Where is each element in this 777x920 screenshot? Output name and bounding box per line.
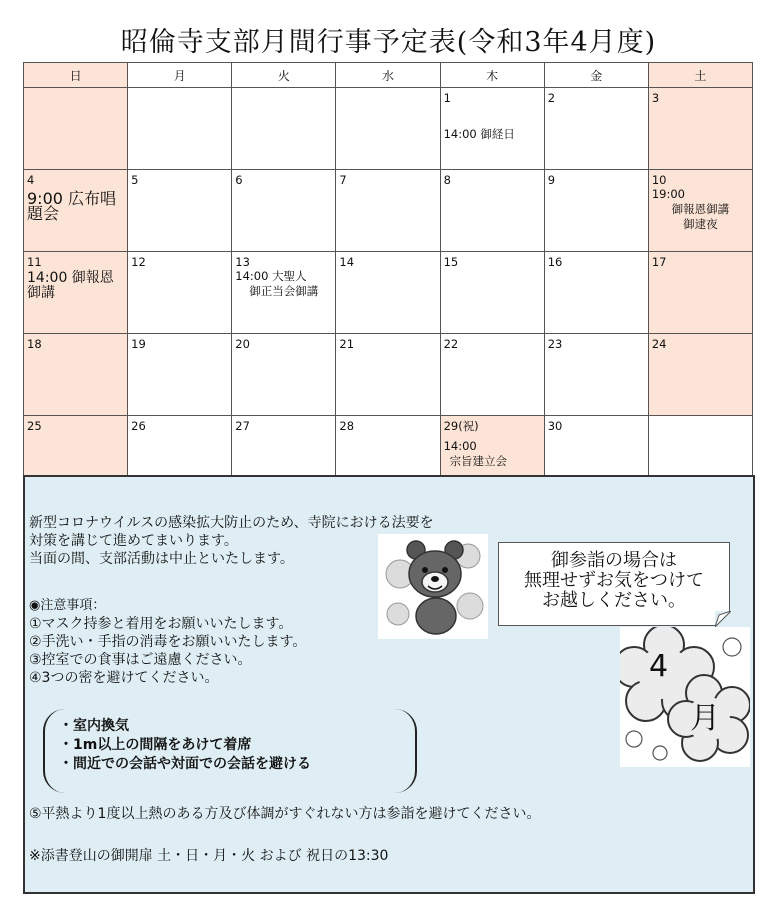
day-number: 17 <box>651 255 667 269</box>
notice-intro-line: 対策を講じて進めてまいります。 <box>29 533 238 549</box>
notice-intro-line: 当面の間、支部活動は中止といたします。 <box>29 551 294 567</box>
day-number: 13 <box>235 255 250 269</box>
day-cell <box>544 334 648 416</box>
day-cell <box>128 170 232 252</box>
caution-heading: ◉注意事項： <box>29 598 106 613</box>
calendar-week <box>24 88 753 170</box>
day-number: 25 <box>27 419 42 433</box>
day-number: 29(祝) <box>443 419 479 433</box>
day-number: 11 <box>27 255 42 269</box>
day-number: 8 <box>443 173 451 187</box>
day-number: 10 <box>651 173 667 187</box>
day-number: 3 <box>651 91 660 105</box>
day-number: 30 <box>547 419 563 433</box>
calendar-week <box>24 334 753 416</box>
day-number: 28 <box>339 419 355 433</box>
day-cell <box>544 170 648 252</box>
event-gohoon-gokou: 14:00 御報恩御講 <box>27 270 114 301</box>
event-goshonichi: 14:00 御経日 <box>443 127 515 141</box>
day-cell <box>128 88 232 170</box>
weekday-mon: 月 <box>128 63 232 88</box>
day-cell <box>24 252 128 334</box>
caution-item: ②手洗い・手指の消毒をお願いいたします。 <box>29 634 307 650</box>
month-character: 月 <box>690 701 720 736</box>
day-number: 22 <box>443 337 459 351</box>
callout-bubble <box>498 542 730 626</box>
bear-illustration <box>378 534 488 639</box>
event-daishonin: 14:00 大聖人 <box>235 269 307 283</box>
event-time: 14:00 <box>443 439 477 453</box>
day-cell <box>232 170 336 252</box>
day-number: 27 <box>235 419 250 433</box>
event-time: 19:00 <box>651 187 685 201</box>
weekday-thu: 木 <box>440 63 544 88</box>
day-number: 21 <box>339 337 355 351</box>
day-number: 12 <box>131 255 146 269</box>
event-kofu-shodaikai: 9:00 広布唱題会 <box>27 189 117 223</box>
page-fold-icon <box>715 611 731 627</box>
bullet-item: ・1m以上の間隔をあけて着席 <box>59 737 252 753</box>
day-cell <box>232 88 336 170</box>
day-number: 7 <box>339 173 347 187</box>
sakura-icon <box>620 627 750 767</box>
weekday-header-row <box>24 63 753 88</box>
month-number: 4 <box>649 649 669 684</box>
day-number: 9 <box>547 173 556 187</box>
weekday-fri: 金 <box>544 63 648 88</box>
day-cell <box>336 334 440 416</box>
day-cell <box>440 88 544 170</box>
footnote: ※添書登山の御開扉 土・日・月・火 および 祝日の13:30 <box>29 848 389 864</box>
bullet-list <box>59 717 311 774</box>
day-cell <box>440 170 544 252</box>
callout-line: お越しください。 <box>542 590 686 611</box>
day-number: 5 <box>131 173 139 187</box>
page-title: 昭倫寺支部月間行事予定表(令和3年4月度) <box>120 27 657 58</box>
day-cell <box>24 334 128 416</box>
day-cell <box>24 88 128 170</box>
day-cell <box>440 252 544 334</box>
weekday-sun: 日 <box>24 63 128 88</box>
day-cell <box>232 334 336 416</box>
day-number: 14 <box>339 255 355 269</box>
weekday-tue: 火 <box>232 63 336 88</box>
event-gotaiya: 御逮夜 <box>683 217 718 231</box>
weekday-wed: 水 <box>336 63 440 88</box>
notice-box <box>23 475 755 894</box>
calendar-week <box>24 252 753 334</box>
day-cell <box>128 334 232 416</box>
calendar-table <box>23 62 753 498</box>
bullet-item: ・間近での会話や対面での会話を避ける <box>59 756 311 772</box>
day-cell <box>440 334 544 416</box>
calendar-week <box>24 170 753 252</box>
day-cell <box>648 334 752 416</box>
day-number: 18 <box>27 337 42 351</box>
day-number: 16 <box>547 255 563 269</box>
day-cell <box>648 88 752 170</box>
day-cell <box>544 88 648 170</box>
day-number: 23 <box>547 337 563 351</box>
weekday-sat: 土 <box>648 63 752 88</box>
day-number: 15 <box>443 255 459 269</box>
day-number: 26 <box>131 419 146 433</box>
day-cell <box>232 252 336 334</box>
caution-item: ⑤平熱より1度以上熱のある方及び体調がすぐれない方は参詣を避けてください。 <box>29 806 541 822</box>
day-number: 2 <box>547 91 556 105</box>
day-cell <box>648 170 752 252</box>
event-goshoto-gokou: 御正当会御講 <box>249 284 319 298</box>
day-number: 1 <box>443 91 451 105</box>
day-cell <box>336 88 440 170</box>
day-cell <box>544 252 648 334</box>
bullet-item: ・室内換気 <box>59 718 129 734</box>
day-number: 20 <box>235 337 250 351</box>
day-number: 6 <box>235 173 243 187</box>
caution-item: ①マスク持参と着用をお願いいたします。 <box>29 616 293 632</box>
day-cell <box>336 252 440 334</box>
day-cell <box>24 170 128 252</box>
day-number: 24 <box>651 337 667 351</box>
month-flower-illustration <box>620 627 750 767</box>
day-number: 19 <box>131 337 146 351</box>
event-shushi-konryukai: 宗旨建立会 <box>449 454 508 468</box>
callout-line: 御参詣の場合は <box>551 550 677 571</box>
day-cell <box>336 170 440 252</box>
day-cell <box>128 252 232 334</box>
caution-item: ④3つの密を避けてください。 <box>29 670 219 686</box>
event-gohoon-gokou: 御報恩御講 <box>671 202 730 216</box>
day-cell <box>648 252 752 334</box>
callout-line: 無理せずお気をつけて <box>524 570 704 591</box>
notice-intro-line: 新型コロナウイルスの感染拡大防止のため、寺院における法要を <box>29 515 434 531</box>
caution-item: ③控室での食事はご遠慮ください。 <box>29 652 252 668</box>
day-number: 4 <box>27 173 35 187</box>
